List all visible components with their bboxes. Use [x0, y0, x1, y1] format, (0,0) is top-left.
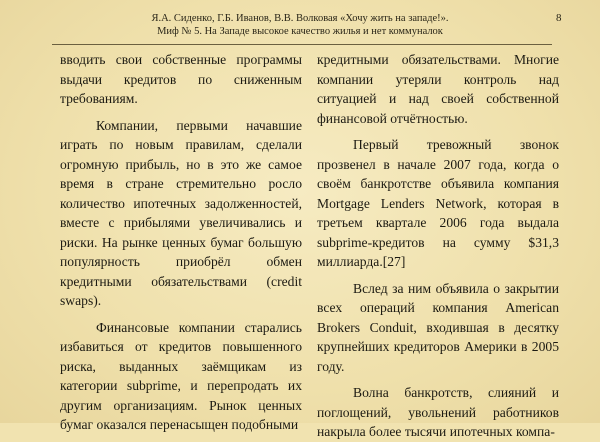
paragraph: Первый тревожный звонок прозвенел в начале 2007 года, когда о своём банкротстве объявила компания Mortgage Lenders Network, которая в третьем квартале 2006 года выдала subprime-кредитов на сумму $31,3 миллиарда.[27] [317, 137, 559, 269]
header-divider [52, 44, 552, 45]
left-column [60, 50, 302, 435]
header-chapter-title: Миф № 5. На Западе высокое качество жилья и нет коммуналок [157, 26, 443, 37]
paragraph: Компании, первыми начавшие играть по новым правилам, сделали огромную прибыль, но в это же самое время в стране стремительно росло количество ипотечных задолженностей, вместе с прибылями увеличивались и риски. На рынке ценных бумаг большую популярность приобрёл обмен кредитными обязательствами (credit swaps). [60, 117, 302, 308]
paragraph: Волна банкротств, слияний и поглощений, увольнений работников накрыла более тысячи ипотечных компа- [317, 385, 559, 439]
paragraph: Финансовые компании старались избавиться от кредитов повышенного риска, выданных заёмщикам из категории subprime, и перепродать их другим организациям. Рынок ценных бумаг оказался перенасыщен подобными [60, 319, 302, 432]
paragraph: вводить свои собственные программы выдачи кредитов по сниженным требованиям. [60, 52, 302, 106]
header-authors-title: Я.А. Сиденко, Г.Б. Иванов, В.В. Волковая «Хочу жить на западе!». [151, 13, 449, 24]
right-column [317, 50, 559, 442]
paragraph: Вслед за ним объявила о закрытии всех операций компания American Brokers Conduit, входившая в десятку крупнейших кредиторов Америки в 2005 году. [317, 280, 559, 374]
paragraph: кредитными обязательствами. Многие компании утеряли контроль над ситуацией и над своей собственной финансовой отчётностью. [317, 52, 559, 126]
running-header [40, 12, 560, 38]
page-number: 8 [556, 12, 562, 24]
